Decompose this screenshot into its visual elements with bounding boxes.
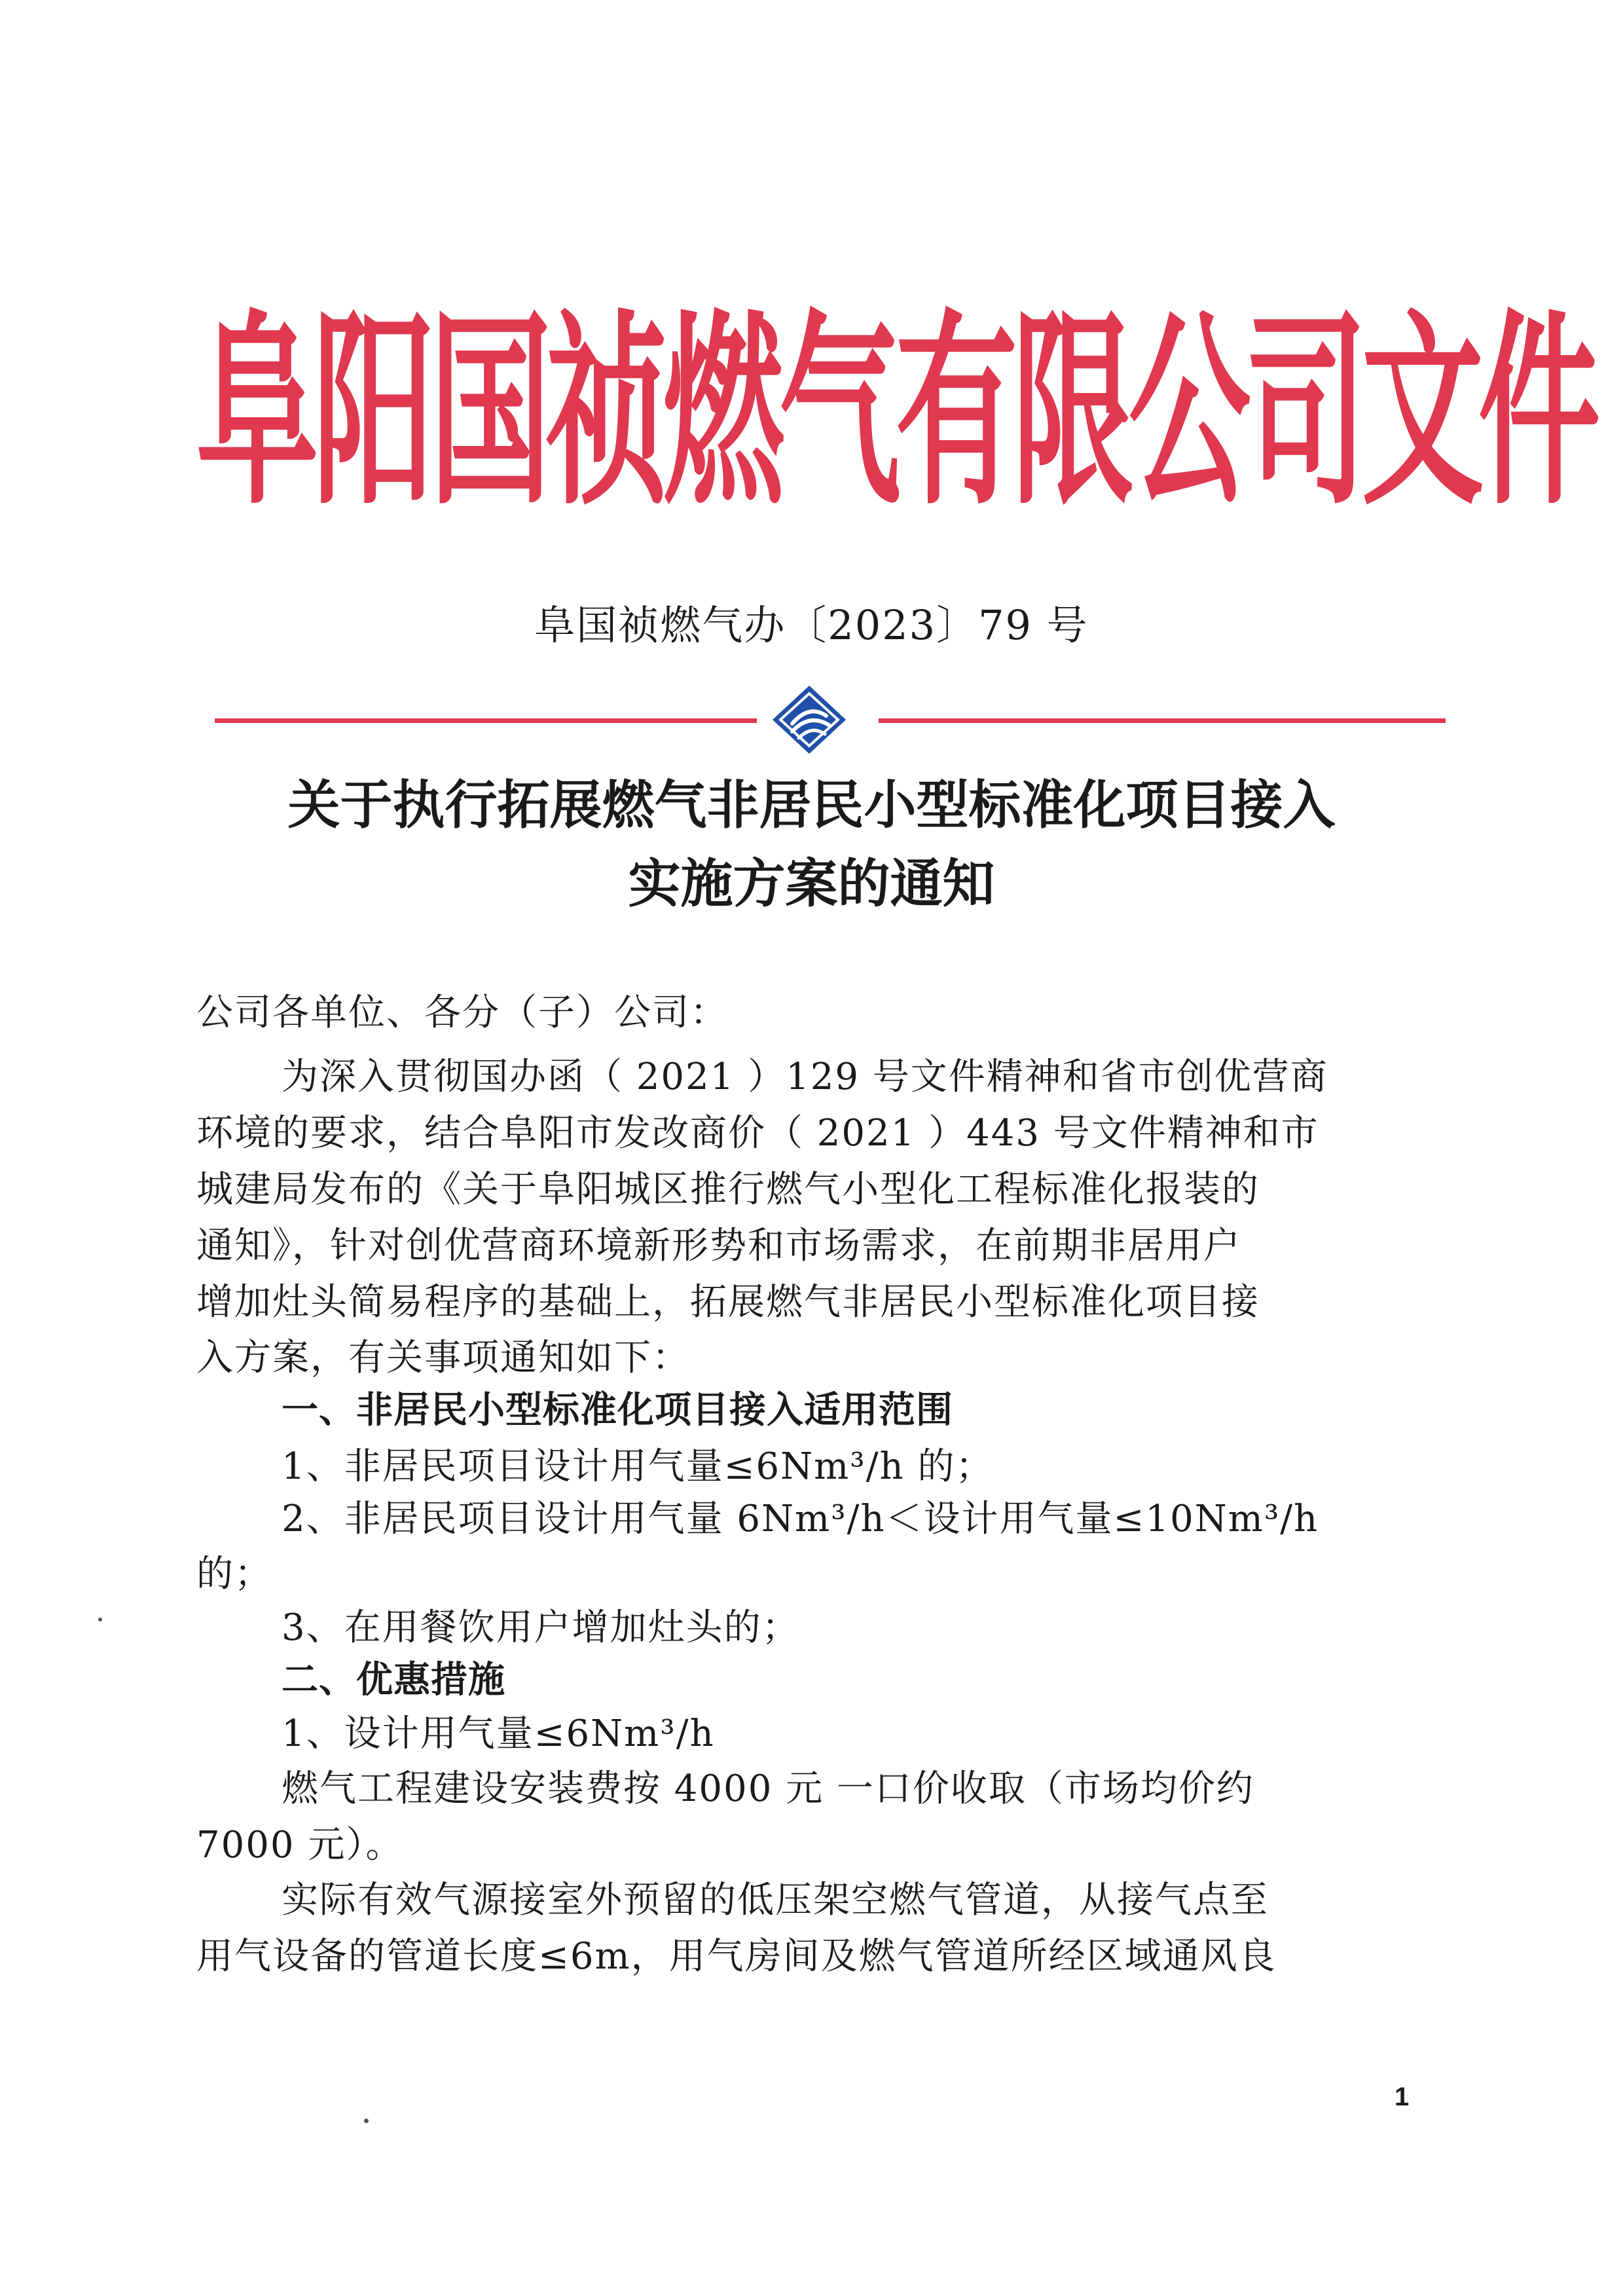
scope-item-1: 1、非居民项目设计用气量≤6Nm³/h 的；	[282, 1445, 994, 1488]
scope-item-2: 2、非居民项目设计用气量 6Nm³/h＜设计用气量≤10Nm³/h	[282, 1498, 1319, 1540]
paragraph-line: 为深入贯彻国办函（ 2021 ）129 号文件精神和省市创优营商	[282, 1056, 1328, 1098]
paragraph-line: 增加灶头简易程序的基础上，拓展燃气非居民小型标准化项目接	[196, 1281, 1260, 1324]
notice-title-line-2: 实施方案的通知	[628, 853, 995, 914]
notice-body	[196, 0, 1596, 2296]
paragraph-line: 城建局发布的《关于阜阳城区推行燃气小型化工程标准化报装的	[196, 1168, 1260, 1211]
fee-line: 燃气工程建设安装费按 4000 元 一口价收取（市场均价约	[282, 1768, 1254, 1810]
paragraph-line: 入方案，有关事项通知如下：	[196, 1337, 690, 1379]
masthead-title: 阜阳国祯燃气有限公司文件	[196, 291, 1596, 533]
document-number: 阜国祯燃气办〔2023〕79 号	[534, 601, 1089, 649]
salutation: 公司各单位、各分（子）公司：	[196, 991, 728, 1034]
gas-source-line-continued: 用气设备的管道长度≤6m，用气房间及燃气管道所经区域通风良	[196, 1935, 1277, 1978]
section-heading-scope: 一、非居民小型标准化项目接入适用范围	[282, 1389, 953, 1432]
paragraph-line: 通知》，针对创优营商环境新形势和市场需求，在前期非居用户	[196, 1225, 1241, 1267]
paragraph-line: 环境的要求，结合阜阳市发改商价（ 2021 ）443 号文件精神和市	[196, 1112, 1319, 1155]
scope-item-2-continued: 的；	[196, 1553, 272, 1595]
discount-item-1: 1、设计用气量≤6Nm³/h	[282, 1713, 715, 1755]
scan-speck	[98, 1618, 102, 1621]
section-heading-discount: 二、优惠措施	[282, 1659, 505, 1701]
scope-item-3: 3、在用餐饮用户增加灶头的；	[282, 1606, 800, 1649]
gas-source-line: 实际有效气源接室外预留的低压架空燃气管道，从接气点至	[282, 1879, 1269, 1921]
notice-title-line-1: 关于执行拓展燃气非居民小型标准化项目接入	[287, 775, 1336, 836]
fee-line-continued: 7000 元）。	[196, 1824, 404, 1866]
scan-speck	[364, 2119, 369, 2123]
page-number: 1	[1395, 2083, 1410, 2111]
